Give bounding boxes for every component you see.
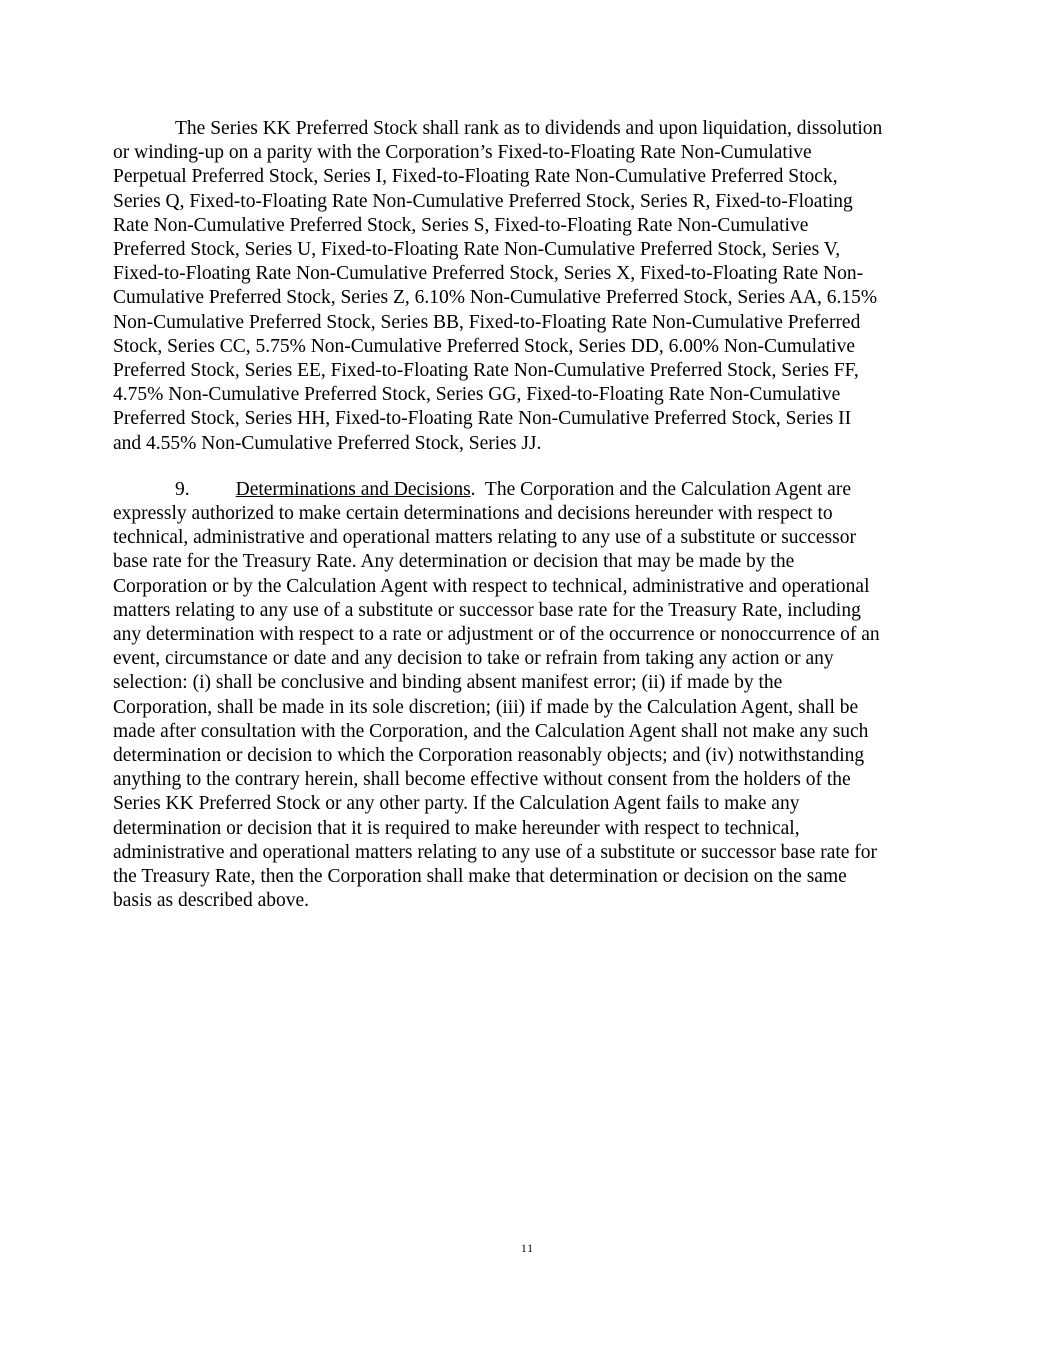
text-line: Series Q, Fixed-to-Floating Rate Non-Cumulative Preferred Stock, Series R, Fixed-to-Floating (113, 190, 853, 212)
text-line: Perpetual Preferred Stock, Series I, Fixed-to-Floating Rate Non-Cumulative Preferred Stock, (113, 166, 838, 188)
text-line: Preferred Stock, Series HH, Fixed-to-Floating Rate Non-Cumulative Preferred Stock, Series II (113, 408, 852, 430)
section-heading-period: . (470, 478, 476, 500)
section-number: 9. (175, 478, 190, 500)
section-first-line-rest: The Corporation and the Calculation Agent are (475, 478, 851, 500)
text-line: matters relating to any use of a substitute or successor base rate for the Treasury Rate, including (113, 599, 861, 621)
page-number: 11 (520, 1243, 535, 1255)
text-line: determination or decision to which the Corporation reasonably objects; and (iv) notwithstanding (113, 745, 865, 767)
paragraph-determinations (113, 478, 941, 914)
text-line: Corporation or by the Calculation Agent with respect to technical, administrative and operational (113, 575, 870, 597)
text-line: Preferred Stock, Series U, Fixed-to-Floating Rate Non-Cumulative Preferred Stock, Series V, (113, 239, 841, 261)
section-heading: Determinations and Decisions (235, 478, 471, 500)
text-line: expressly authorized to make certain determinations and decisions hereunder with respect to (113, 503, 833, 525)
text-line: determination or decision that it is required to make hereunder with respect to technical, (113, 817, 800, 839)
text-line: or winding-up on a parity with the Corporation’s Fixed-to-Floating Rate Non-Cumulative (113, 142, 812, 164)
text-line: The Series KK Preferred Stock shall rank as to dividends and upon liquidation, dissolution (175, 118, 883, 139)
paragraph-rank (113, 117, 941, 456)
text-line: the Treasury Rate, then the Corporation shall make that determination or decision on the same (113, 866, 847, 888)
text-line: anything to the contrary herein, shall become effective without consent from the holders of the (113, 769, 851, 791)
text-line: Fixed-to-Floating Rate Non-Cumulative Preferred Stock, Series X, Fixed-to-Floating Rate Non- (113, 263, 864, 285)
text-line: Series KK Preferred Stock or any other party. If the Calculation Agent fails to make any (113, 793, 800, 815)
text-line: Non-Cumulative Preferred Stock, Series BB, Fixed-to-Floating Rate Non-Cumulative Preferred (113, 311, 861, 333)
text-line: Cumulative Preferred Stock, Series Z, 6.10% Non-Cumulative Preferred Stock, Series AA, 6.15% (113, 287, 878, 309)
text-line: Rate Non-Cumulative Preferred Stock, Series S, Fixed-to-Floating Rate Non-Cumulative (113, 214, 809, 236)
text-line: Preferred Stock, Series EE, Fixed-to-Floating Rate Non-Cumulative Preferred Stock, Series FF, (113, 360, 859, 382)
text-line: event, circumstance or date and any decision to take or refrain from taking any action or any (113, 648, 834, 670)
text-line: Stock, Series CC, 5.75% Non-Cumulative Preferred Stock, Series DD, 6.00% Non-Cumulative (113, 335, 855, 357)
text-line: any determination with respect to a rate or adjustment or of the occurrence or nonoccurrence of an (113, 624, 880, 646)
text-block (113, 117, 941, 914)
section-body-lines (113, 502, 941, 913)
text-line: selection: (i) shall be conclusive and binding absent manifest error; (ii) if made by the (113, 672, 783, 694)
text-line: Corporation, shall be made in its sole discretion; (iii) if made by the Calculation Agent, shall be (113, 696, 859, 718)
text-line: technical, administrative and operational matters relating to any use of a substitute or successor (113, 527, 856, 549)
section-first-line (113, 478, 941, 502)
text-line: made after consultation with the Corporation, and the Calculation Agent shall not make any such (113, 720, 869, 742)
text-line: and 4.55% Non-Cumulative Preferred Stock, Series JJ. (113, 432, 542, 454)
text-line: basis as described above. (113, 890, 310, 912)
text-line: administrative and operational matters relating to any use of a substitute or successor base rate for (113, 841, 878, 863)
text-line: base rate for the Treasury Rate. Any determination or decision that may be made by the (113, 551, 795, 573)
text-line: 4.75% Non-Cumulative Preferred Stock, Series GG, Fixed-to-Floating Rate Non-Cumulative (113, 384, 841, 406)
